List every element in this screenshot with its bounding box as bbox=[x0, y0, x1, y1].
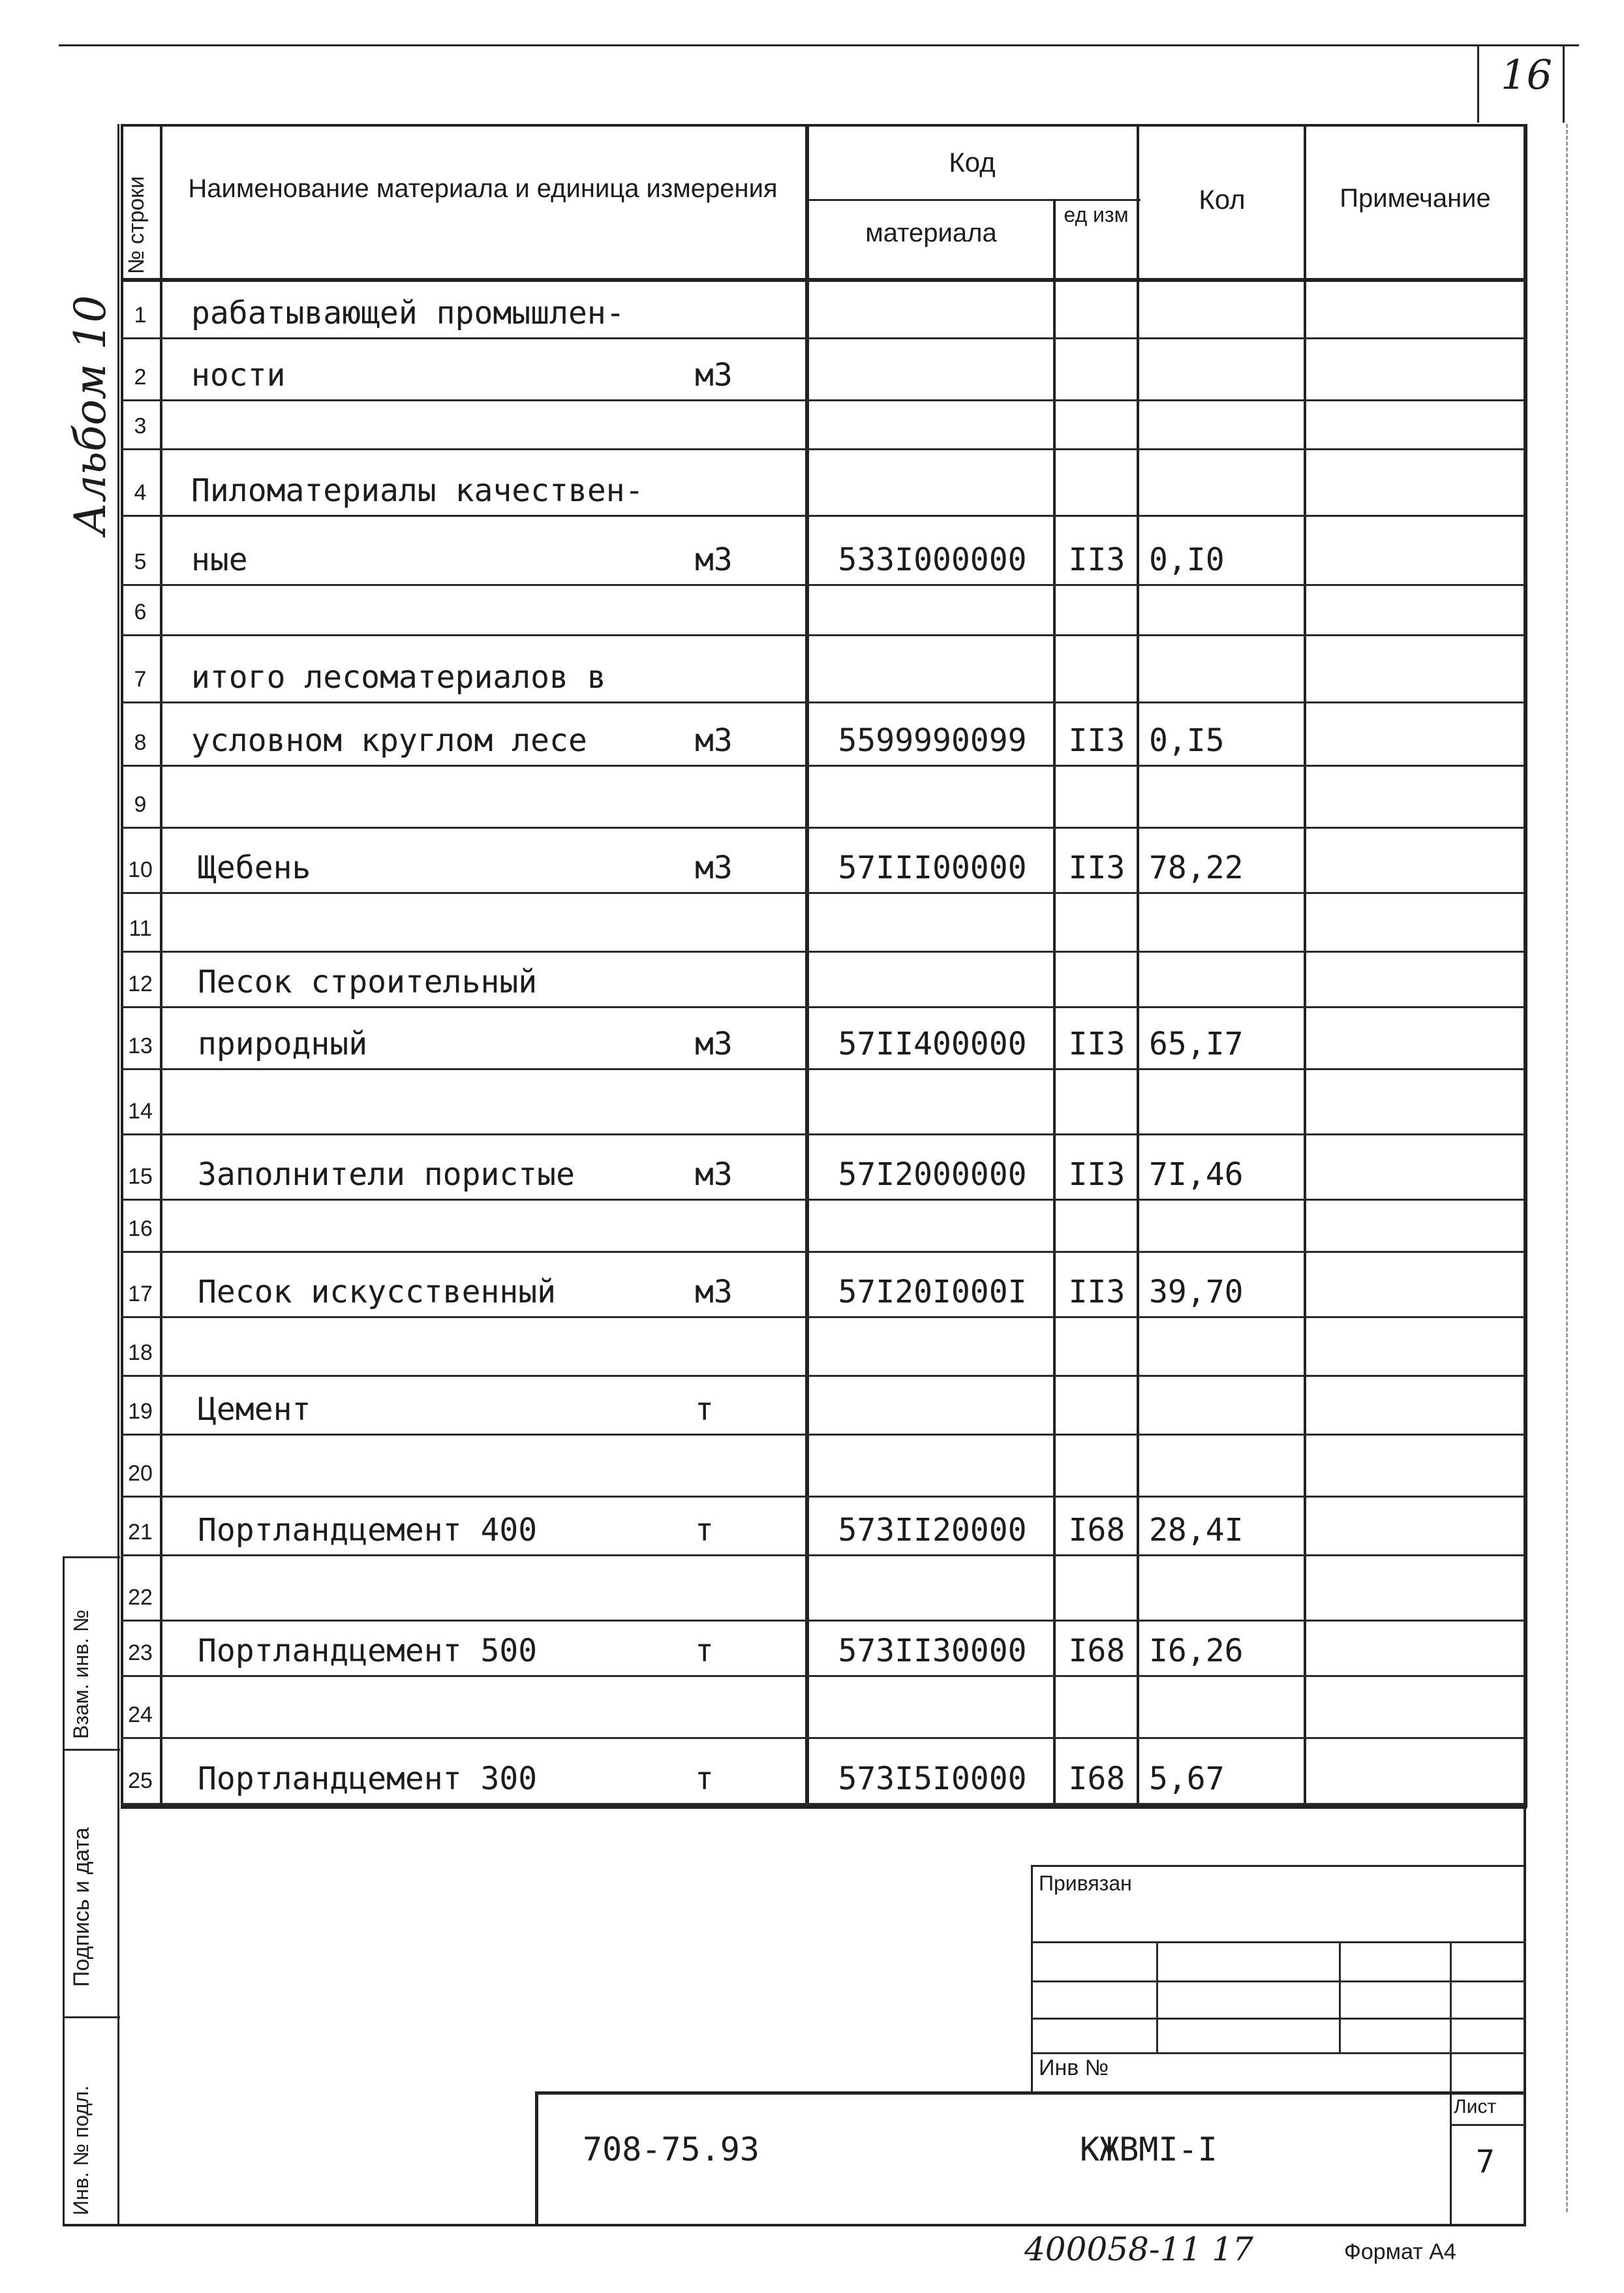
row-number: 8 bbox=[134, 730, 147, 755]
tb-sheet-left bbox=[1450, 2091, 1452, 2225]
quantity: 0,I0 bbox=[1149, 542, 1225, 578]
material-name: ности bbox=[191, 357, 286, 393]
tb-upper-top bbox=[1031, 1865, 1525, 1867]
row-rule bbox=[121, 1803, 1524, 1805]
header-code: Код bbox=[949, 147, 996, 177]
row-number: 3 bbox=[134, 414, 147, 439]
row-number: 5 bbox=[134, 549, 147, 574]
table-row bbox=[121, 1135, 1524, 1201]
row-number: 12 bbox=[128, 972, 153, 996]
stamp-orig-inv: Инв. № подл. bbox=[69, 2085, 93, 2215]
row-number: 13 bbox=[128, 1034, 153, 1058]
table-bottom-border bbox=[121, 1805, 1527, 1809]
table-row bbox=[121, 282, 1524, 339]
tb-sheet-line bbox=[1450, 2124, 1525, 2126]
quantity: I6,26 bbox=[1149, 1633, 1244, 1669]
tb-main-top bbox=[535, 2091, 1525, 2095]
table-row bbox=[121, 1318, 1524, 1377]
stamp-sep-2 bbox=[63, 2016, 120, 2018]
header-note: Примечание bbox=[1340, 184, 1491, 213]
header-qty: Кол bbox=[1199, 184, 1246, 215]
material-code: 57I2000000 bbox=[838, 1156, 1027, 1193]
row-number: 25 bbox=[128, 1768, 153, 1793]
table-row bbox=[121, 1008, 1524, 1070]
sheet-number-box-right bbox=[1563, 44, 1565, 123]
material-code: 57III00000 bbox=[838, 850, 1027, 886]
header-code-material: материала bbox=[865, 219, 997, 247]
unit: т bbox=[695, 1761, 714, 1797]
tb-code: КЖВМI-I bbox=[1080, 2131, 1218, 2168]
footer-format: Формат А4 bbox=[1344, 2239, 1456, 2264]
unit: м3 bbox=[695, 850, 733, 886]
material-name: природный bbox=[198, 1026, 368, 1062]
uom-code: II3 bbox=[1068, 1274, 1126, 1310]
table-row bbox=[121, 450, 1524, 517]
table-row bbox=[121, 339, 1524, 401]
table-row bbox=[121, 1436, 1524, 1498]
table-row bbox=[121, 1377, 1524, 1436]
table-row bbox=[121, 586, 1524, 636]
top-rule bbox=[59, 44, 1579, 46]
footer-handwritten: 400058-11 17 bbox=[1024, 2230, 1253, 2268]
tb-project: 708-75.93 bbox=[583, 2131, 759, 2168]
unit: м3 bbox=[695, 722, 733, 759]
uom-code: II3 bbox=[1068, 722, 1126, 759]
table-row bbox=[121, 1677, 1524, 1739]
uom-code: II3 bbox=[1068, 1026, 1126, 1062]
header-name: Наименование материала и единица измерения bbox=[188, 174, 778, 203]
material-name: Заполнители пористые bbox=[198, 1156, 575, 1193]
quantity: 78,22 bbox=[1149, 850, 1244, 886]
stamp-left-border bbox=[63, 1556, 65, 2225]
row-number: 18 bbox=[128, 1340, 153, 1365]
uom-code: I68 bbox=[1068, 1633, 1126, 1669]
quantity: 7I,46 bbox=[1149, 1156, 1244, 1193]
quantity: 28,4I bbox=[1149, 1512, 1244, 1548]
material-code: 573II30000 bbox=[838, 1633, 1027, 1669]
unit: т bbox=[695, 1633, 714, 1669]
quantity: 39,70 bbox=[1149, 1274, 1244, 1310]
material-name: Пиломатериалы качествен- bbox=[191, 472, 644, 509]
material-code: 57I20I000I bbox=[838, 1274, 1027, 1310]
uom-code: II3 bbox=[1068, 1156, 1126, 1193]
row-number: 1 bbox=[134, 303, 147, 328]
row-number: 15 bbox=[128, 1164, 153, 1189]
unit: т bbox=[695, 1512, 714, 1548]
material-name: ные bbox=[191, 542, 248, 578]
material-name: итого лесоматериалов в bbox=[191, 659, 606, 696]
table-row bbox=[121, 1556, 1524, 1622]
row-number: 21 bbox=[128, 1520, 153, 1545]
header-row-no: № строки bbox=[124, 176, 149, 274]
material-code: 573I5I0000 bbox=[838, 1761, 1027, 1797]
row-number: 23 bbox=[128, 1640, 153, 1665]
row-number: 14 bbox=[128, 1099, 153, 1124]
material-name: Портландцемент 500 bbox=[198, 1633, 538, 1669]
unit: м3 bbox=[695, 1274, 733, 1310]
unit: т bbox=[695, 1391, 714, 1428]
table-row bbox=[121, 703, 1524, 767]
material-code: 533I000000 bbox=[838, 542, 1027, 578]
row-number: 16 bbox=[128, 1216, 153, 1241]
stamp-sep-1 bbox=[63, 1749, 120, 1751]
tb-upper-left bbox=[1031, 1865, 1033, 2093]
frame-left bbox=[117, 124, 119, 2225]
material-name: Портландцемент 300 bbox=[198, 1761, 538, 1797]
material-name: рабатывающей промышлен- bbox=[191, 295, 625, 331]
row-number: 22 bbox=[128, 1585, 153, 1610]
uom-code: I68 bbox=[1068, 1761, 1126, 1797]
tb-v-2 bbox=[1339, 1941, 1341, 2052]
material-code: 573II20000 bbox=[838, 1512, 1027, 1548]
table-row bbox=[121, 636, 1524, 703]
tb-inv-no: Инв № bbox=[1039, 2055, 1109, 2080]
unit: м3 bbox=[695, 1026, 733, 1062]
stamp-sign-date: Подпись и дата bbox=[69, 1827, 94, 1987]
unit: м3 bbox=[695, 1156, 733, 1193]
tb-v-3 bbox=[1450, 1941, 1452, 2093]
row-number: 20 bbox=[128, 1461, 153, 1486]
header-code-unit: ед изм bbox=[1064, 203, 1129, 226]
table-row bbox=[121, 517, 1524, 586]
quantity: 0,I5 bbox=[1149, 722, 1225, 759]
row-number: 9 bbox=[134, 792, 147, 817]
table-row bbox=[121, 894, 1524, 953]
row-number: 17 bbox=[128, 1282, 153, 1306]
table-row bbox=[121, 1739, 1524, 1805]
sheet-number-box-left bbox=[1477, 44, 1479, 123]
right-edge-marks bbox=[1566, 124, 1570, 2212]
table-row bbox=[121, 953, 1524, 1008]
row-number: 4 bbox=[134, 480, 147, 505]
row-number: 7 bbox=[134, 667, 147, 692]
table-top-border bbox=[121, 124, 1524, 127]
material-name: Щебень bbox=[198, 850, 311, 886]
table-row bbox=[121, 1070, 1524, 1135]
sheet-number: 16 bbox=[1501, 51, 1552, 99]
quantity: 65,I7 bbox=[1149, 1026, 1244, 1062]
stamp-inv-no: Взам. инв. № bbox=[69, 1609, 93, 1739]
material-name: Песок строительный bbox=[198, 964, 538, 1000]
row-number: 2 bbox=[134, 365, 147, 390]
material-name: Портландцемент 400 bbox=[198, 1512, 538, 1548]
tb-sheet-label: Лист bbox=[1454, 2096, 1497, 2117]
row-number: 10 bbox=[128, 857, 153, 882]
tb-v-1 bbox=[1156, 1941, 1158, 2052]
row-number: 11 bbox=[129, 916, 152, 941]
row-number: 6 bbox=[134, 600, 147, 624]
row-number: 24 bbox=[128, 1702, 153, 1727]
material-code: 57II400000 bbox=[838, 1026, 1027, 1062]
table-row bbox=[121, 1253, 1524, 1318]
quantity: 5,67 bbox=[1149, 1761, 1225, 1797]
uom-code: I68 bbox=[1068, 1512, 1126, 1548]
tb-main-left bbox=[535, 2091, 538, 2225]
material-name: условном круглом лесе bbox=[191, 722, 587, 759]
code-subheader-line bbox=[808, 199, 1141, 201]
table-row bbox=[121, 767, 1524, 829]
table-row bbox=[121, 829, 1524, 894]
uom-code: II3 bbox=[1068, 850, 1126, 886]
row-number: 19 bbox=[128, 1399, 153, 1424]
frame-right bbox=[1524, 124, 1526, 2225]
table-row bbox=[121, 1201, 1524, 1253]
tb-tied: Привязан bbox=[1039, 1871, 1132, 1895]
table-row bbox=[121, 401, 1524, 450]
material-code: 5599990099 bbox=[838, 722, 1027, 759]
table-row bbox=[121, 1498, 1524, 1556]
table-row bbox=[121, 1622, 1524, 1677]
unit: м3 bbox=[695, 542, 733, 578]
stamp-top bbox=[63, 1556, 120, 1558]
unit: м3 bbox=[695, 357, 733, 393]
uom-code: II3 bbox=[1068, 542, 1126, 578]
album-label: Альбом 10 bbox=[65, 295, 115, 535]
frame-bottom bbox=[63, 2224, 1526, 2226]
material-name: Цемент bbox=[198, 1391, 311, 1428]
tb-sheet: 7 bbox=[1476, 2144, 1495, 2180]
material-name: Песок искусственный bbox=[198, 1274, 557, 1310]
